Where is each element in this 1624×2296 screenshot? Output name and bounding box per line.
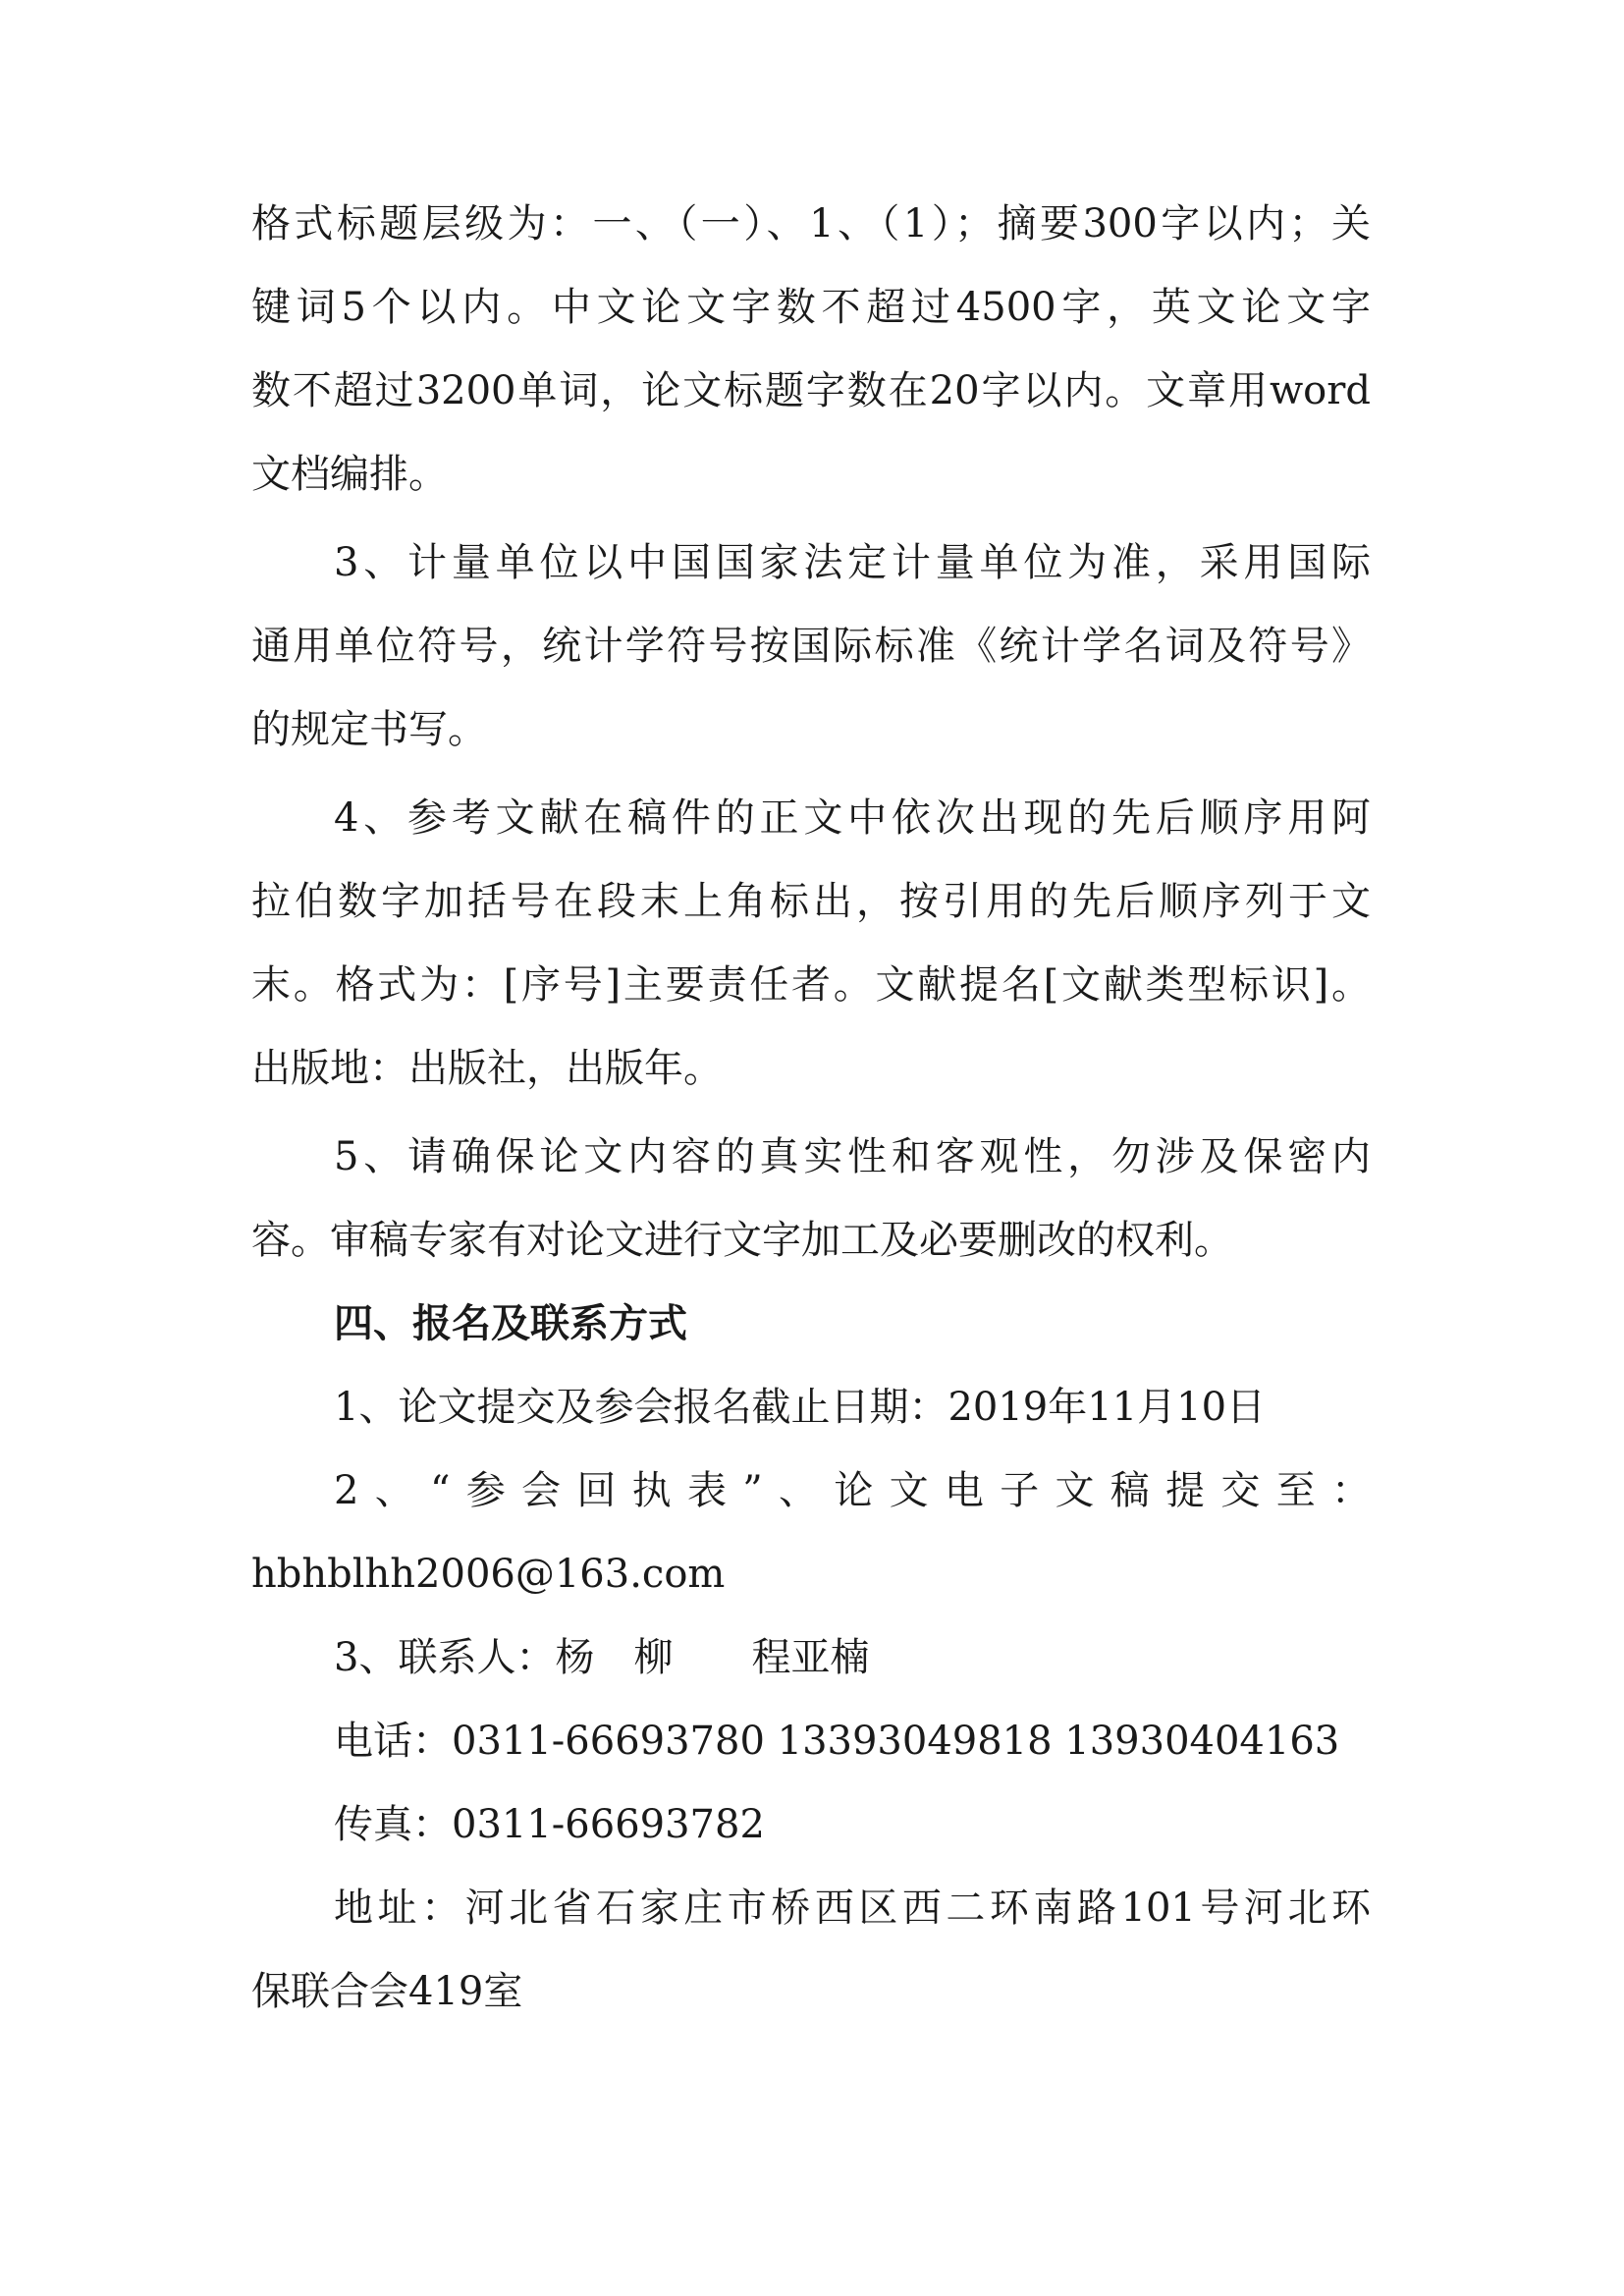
para4-line1: 4、参考文献在稿件的正文中依次出现的先后顺序用阿 bbox=[334, 795, 1371, 841]
para3-line3: 的规定书写。 bbox=[251, 707, 487, 752]
para2-line4: 文档编排。 bbox=[251, 452, 448, 497]
phone-line: 电话：0311-66693780 13393049818 13930404163 bbox=[334, 1719, 1340, 1764]
para3-line1: 3、计量单位以中国国家法定计量单位为准，采用国际 bbox=[334, 540, 1371, 585]
fax-line: 传真：0311-66693782 bbox=[334, 1802, 765, 1847]
para4-line2: 拉伯数字加括号在段末上角标出，按引用的先后顺序列于文 bbox=[251, 879, 1371, 924]
address-line2: 保联合会419室 bbox=[251, 1969, 523, 2014]
para2-line3: 数不超过3200单词，论文标题字数在20字以内。文章用word bbox=[251, 368, 1371, 413]
para4-line3: 末。格式为：[序号]主要责任者。文献提名[文献类型标识]。 bbox=[251, 962, 1371, 1008]
contact-person-line: 3、联系人：杨 柳 程亚楠 bbox=[334, 1635, 870, 1680]
section-heading: 四、报名及联系方式 bbox=[334, 1301, 687, 1346]
para5-line1: 5、请确保论文内容的真实性和客观性，勿涉及保密内 bbox=[334, 1134, 1371, 1179]
para2-line2: 键词5个以内。中文论文字数不超过4500字，英文论文字 bbox=[251, 285, 1371, 330]
submit-line: 2、“参会回执表”、论文电子文稿提交至： bbox=[334, 1468, 1371, 1513]
para5-line2: 容。审稿专家有对论文进行文字加工及必要删改的权利。 bbox=[251, 1218, 1233, 1263]
deadline-line: 1、论文提交及参会报名截止日期：2019年11月10日 bbox=[334, 1385, 1267, 1430]
para2-line1: 格式标题层级为：一、（一）、1、（1）；摘要300字以内；关 bbox=[251, 201, 1371, 246]
para3-line2: 通用单位符号，统计学符号按国际标准《统计学名词及符号》 bbox=[251, 624, 1371, 669]
para4-line4: 出版地：出版社，出版年。 bbox=[251, 1046, 723, 1091]
address-line1: 地址：河北省石家庄市桥西区西二环南路101号河北环 bbox=[334, 1886, 1371, 1931]
email-address: hbhblhh2006@163.com bbox=[251, 1552, 726, 1597]
